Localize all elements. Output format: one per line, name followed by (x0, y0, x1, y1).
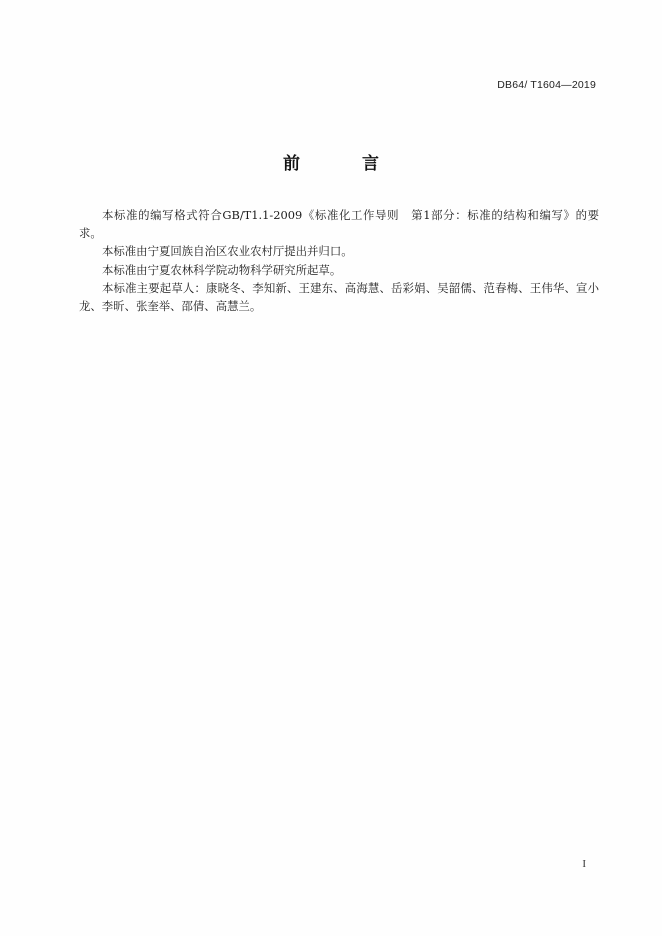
paragraph-proposer: 本标准由宁夏回族自治区农业农村厅提出并归口。 (102, 244, 353, 259)
paragraph-drafters: 本标准主要起草人：康晓冬、李知新、王建东、高海慧、岳彩娟、吴韶儒、范春梅、王伟华、宣小龙、李昕、张奎举、邵倩、高慧兰。 (79, 280, 599, 314)
foreword-body (79, 206, 599, 315)
page-title: 前 言 (283, 154, 407, 174)
paragraph-format-compliance: 本标准的编写格式符合GB/T1.1-2009《标准化工作导则 第1部分：标准的结构和编写》的要求。 (79, 208, 599, 241)
page-number: I (582, 858, 586, 870)
standard-code: DB64/ T1604—2019 (497, 79, 596, 91)
paragraph-drafting-unit: 本标准由宁夏农林科学院动物科学研究所起草。 (102, 262, 342, 277)
